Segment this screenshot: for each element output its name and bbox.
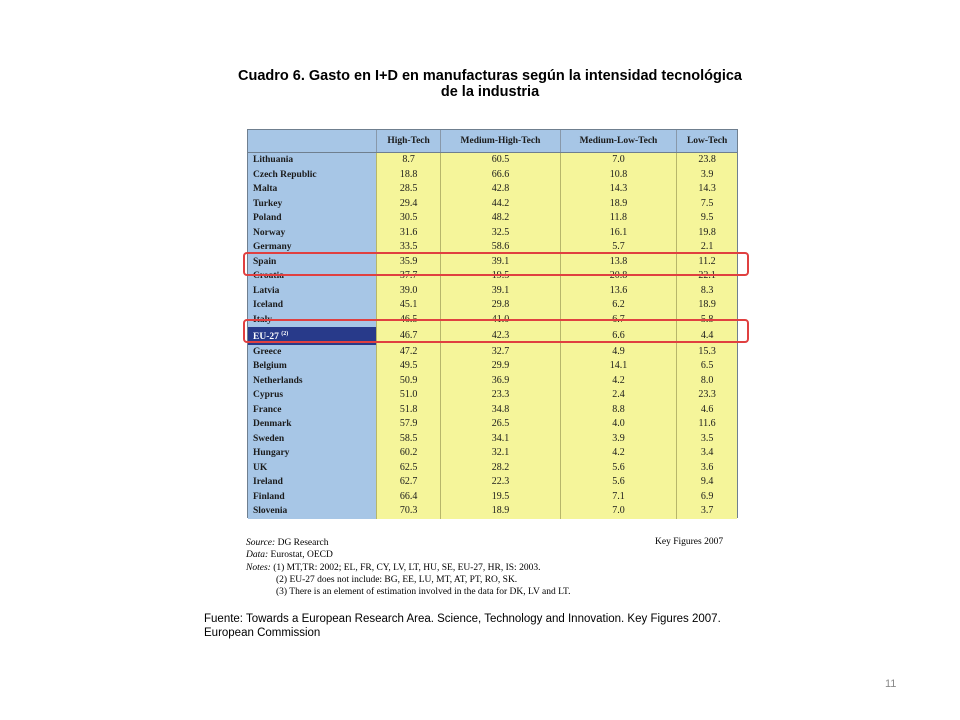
country-cell (248, 388, 377, 403)
highlight-box-spain (243, 252, 749, 276)
value-cell: 58.5 (377, 432, 441, 447)
key-figures-label: Key Figures 2007 (655, 537, 724, 547)
table-header-row (248, 130, 737, 153)
value-cell: 14.3 (560, 182, 676, 197)
table-row (248, 374, 737, 389)
value-cell: 3.7 (677, 504, 737, 519)
country-cell (248, 226, 377, 241)
country-name: Croatia (253, 271, 284, 281)
country-name: France (253, 404, 282, 415)
value-cell: 18.8 (377, 168, 441, 183)
country-cell (248, 182, 377, 197)
country-cell (248, 153, 377, 168)
source-text: DG Research (275, 538, 329, 548)
note-line-1 (246, 562, 746, 574)
note-line-2: (2) EU-27 does not include: BG, EE, LU, MT, AT, PT, RO, SK. (276, 574, 518, 585)
value-cell: 9.5 (677, 211, 737, 226)
value-cell: 28.2 (441, 461, 561, 476)
value-cell: 39.0 (377, 284, 441, 299)
value-cell: 10.8 (560, 168, 676, 183)
value-cell: 23.8 (677, 153, 737, 168)
country-name: UK (253, 462, 268, 473)
value-cell: 18.9 (560, 197, 676, 212)
value-cell: 5.6 (560, 461, 676, 476)
value-cell: 19.5 (441, 490, 561, 505)
value-cell: 70.3 (377, 504, 441, 519)
country-name: Finland (253, 491, 285, 502)
value-cell: 4.2 (560, 374, 676, 389)
value-cell: 32.7 (441, 345, 561, 360)
value-cell: 29.9 (441, 359, 561, 374)
value-cell: 39.1 (441, 284, 561, 299)
value-cell: 60.5 (441, 153, 561, 168)
value-cell: 15.3 (677, 345, 737, 360)
value-cell: 62.5 (377, 461, 441, 476)
table-row (248, 359, 737, 374)
country-cell (248, 284, 377, 299)
value-cell: 41.0 (441, 313, 561, 328)
table-row (248, 388, 737, 403)
table-row (248, 197, 737, 212)
value-cell: 9.4 (677, 475, 737, 490)
country-cell (248, 359, 377, 374)
value-cell: 62.7 (377, 475, 441, 490)
value-cell: 5.7 (560, 240, 676, 255)
fuente-citation (204, 612, 784, 640)
value-cell: 4.4 (677, 327, 737, 345)
value-cell: 18.9 (441, 504, 561, 519)
value-cell: 46.5 (377, 313, 441, 328)
value-cell: 7.0 (560, 153, 676, 168)
country-cell (248, 504, 377, 519)
value-cell: 3.4 (677, 446, 737, 461)
value-cell: 50.9 (377, 374, 441, 389)
value-cell: 33.5 (377, 240, 441, 255)
value-cell: 31.6 (377, 226, 441, 241)
value-cell: 60.2 (377, 446, 441, 461)
table-row (248, 226, 737, 241)
value-cell: 44.2 (441, 197, 561, 212)
country-cell (248, 345, 377, 360)
value-cell: 14.3 (677, 182, 737, 197)
value-cell: 8.8 (560, 403, 676, 418)
value-cell: 19.5 (441, 269, 561, 284)
note-line-3: (3) There is an element of estimation involved in the data for DK, LV and LT. (276, 587, 571, 598)
country-name: Netherlands (253, 375, 303, 386)
table-row (248, 168, 737, 183)
value-cell: 5.6 (560, 475, 676, 490)
country-name: Belgium (253, 361, 287, 372)
header-country (248, 130, 377, 153)
value-cell: 8.3 (677, 284, 737, 299)
country-name: Ireland (253, 477, 283, 488)
value-cell: 3.6 (677, 461, 737, 476)
data-label: Data: (246, 550, 269, 561)
value-cell: 6.2 (560, 298, 676, 313)
value-cell: 4.6 (677, 403, 737, 418)
country-name: Iceland (253, 300, 284, 310)
value-cell: 14.1 (560, 359, 676, 374)
country-cell (248, 417, 377, 432)
value-cell: 7.5 (677, 197, 737, 212)
country-cell (248, 374, 377, 389)
header-medium-high-tech: Medium-High-Tech (441, 130, 561, 153)
country-name: Cyprus (253, 390, 284, 401)
value-cell: 7.0 (560, 504, 676, 519)
value-cell: 23.3 (441, 388, 561, 403)
fuente-line-2: European Commission (204, 627, 321, 639)
value-cell: 11.8 (560, 211, 676, 226)
value-cell: 47.2 (377, 345, 441, 360)
table-row (248, 461, 737, 476)
value-cell: 6.9 (677, 490, 737, 505)
highlight-box-eu27 (243, 319, 749, 343)
value-cell: 2.1 (677, 240, 737, 255)
value-cell: 18.9 (677, 298, 737, 313)
footnote-marker: (2) (281, 331, 289, 337)
country-name: Norway (253, 227, 286, 238)
table-row (248, 504, 737, 519)
country-name: Germany (253, 242, 292, 252)
country-name: Slovenia (253, 506, 288, 517)
value-cell: 2.4 (560, 388, 676, 403)
table-row (248, 417, 737, 432)
title-line-1: Cuadro 6. Gasto en I+D en manufacturas según la intensidad tecnológica (238, 68, 742, 84)
country-cell (248, 197, 377, 212)
country-name: Italy (253, 314, 272, 325)
table-row (248, 182, 737, 197)
country-cell (248, 490, 377, 505)
value-cell: 49.5 (377, 359, 441, 374)
country-name: Spain (253, 256, 277, 267)
value-cell: 13.8 (560, 255, 676, 270)
country-name: Malta (253, 184, 278, 194)
header-high-tech: High-Tech (377, 130, 441, 153)
table-row (248, 153, 737, 168)
value-cell: 4.2 (560, 446, 676, 461)
value-cell: 42.3 (441, 327, 561, 345)
fuente-line-1: Fuente: Towards a European Research Area. Science, Technology and Innovation. Key Figures 2007. (204, 613, 721, 625)
slide-title (200, 68, 780, 100)
country-name: Poland (253, 213, 282, 223)
value-cell: 32.5 (441, 226, 561, 241)
value-cell: 6.6 (560, 327, 676, 345)
value-cell: 39.1 (441, 255, 561, 270)
country-cell (248, 298, 377, 313)
value-cell: 3.5 (677, 432, 737, 447)
country-cell (248, 432, 377, 447)
data-text: Eurostat, OECD (268, 550, 333, 561)
value-cell: 51.8 (377, 403, 441, 418)
value-cell: 58.6 (441, 240, 561, 255)
value-cell: 16.1 (560, 226, 676, 241)
value-cell: 3.9 (560, 432, 676, 447)
table-row (248, 446, 737, 461)
header-low-tech: Low-Tech (677, 130, 737, 153)
value-cell: 6.5 (677, 359, 737, 374)
country-name: Hungary (253, 448, 290, 459)
table-row (248, 490, 737, 505)
table-row (248, 345, 737, 360)
value-cell: 4.9 (560, 345, 676, 360)
value-cell: 57.9 (377, 417, 441, 432)
page-number: 11 (885, 678, 897, 690)
country-cell (248, 211, 377, 226)
value-cell: 5.8 (677, 313, 737, 328)
value-cell: 48.2 (441, 211, 561, 226)
table-row (248, 475, 737, 490)
value-cell: 20.8 (560, 269, 676, 284)
value-cell: 26.5 (441, 417, 561, 432)
table-row (248, 284, 737, 299)
value-cell: 3.9 (677, 168, 737, 183)
data-line (246, 549, 746, 561)
value-cell: 30.5 (377, 211, 441, 226)
value-cell: 8.0 (677, 374, 737, 389)
value-cell: 29.8 (441, 298, 561, 313)
value-cell: 23.3 (677, 388, 737, 403)
country-name: Denmark (253, 419, 292, 430)
value-cell: 13.6 (560, 284, 676, 299)
value-cell: 42.8 (441, 182, 561, 197)
header-medium-low-tech: Medium-Low-Tech (560, 130, 676, 153)
value-cell: 28.5 (377, 182, 441, 197)
title-line-2: de la industria (440, 84, 540, 100)
value-cell: 7.1 (560, 490, 676, 505)
value-cell: 29.4 (377, 197, 441, 212)
value-cell: 34.1 (441, 432, 561, 447)
value-cell: 19.8 (677, 226, 737, 241)
country-name: Sweden (253, 433, 285, 444)
country-name: Latvia (253, 285, 280, 296)
value-cell: 22.3 (441, 475, 561, 490)
country-cell (248, 461, 377, 476)
notes-label: Notes: (246, 562, 271, 573)
value-cell: 35.9 (377, 255, 441, 270)
country-cell (248, 446, 377, 461)
source-label: Source: (246, 538, 276, 548)
country-name: Greece (253, 346, 282, 357)
value-cell: 6.7 (560, 313, 676, 328)
country-name: Czech Republic (253, 169, 317, 180)
value-cell: 66.6 (441, 168, 561, 183)
value-cell: 51.0 (377, 388, 441, 403)
value-cell: 11.6 (677, 417, 737, 432)
note-1-text: (1) MT,TR: 2002; EL, FR, CY, LV, LT, HU, SE, EU-27, HR, IS: 2003. (270, 562, 541, 573)
value-cell: 32.1 (441, 446, 561, 461)
value-cell: 36.9 (441, 374, 561, 389)
value-cell: 66.4 (377, 490, 441, 505)
country-name: EU-27 (253, 332, 279, 343)
country-cell (248, 168, 377, 183)
value-cell: 22.1 (677, 269, 737, 284)
value-cell: 46.7 (377, 327, 441, 345)
country-name: Turkey (253, 198, 283, 209)
table-row (248, 298, 737, 313)
value-cell: 11.2 (677, 255, 737, 270)
table-row (248, 211, 737, 226)
country-name: Lithuania (253, 155, 294, 165)
table-row (248, 432, 737, 447)
table-row (248, 403, 737, 418)
value-cell: 4.0 (560, 417, 676, 432)
country-cell (248, 475, 377, 490)
value-cell: 37.7 (377, 269, 441, 284)
value-cell: 34.8 (441, 403, 561, 418)
value-cell: 45.1 (377, 298, 441, 313)
country-cell (248, 403, 377, 418)
value-cell: 8.7 (377, 153, 441, 168)
